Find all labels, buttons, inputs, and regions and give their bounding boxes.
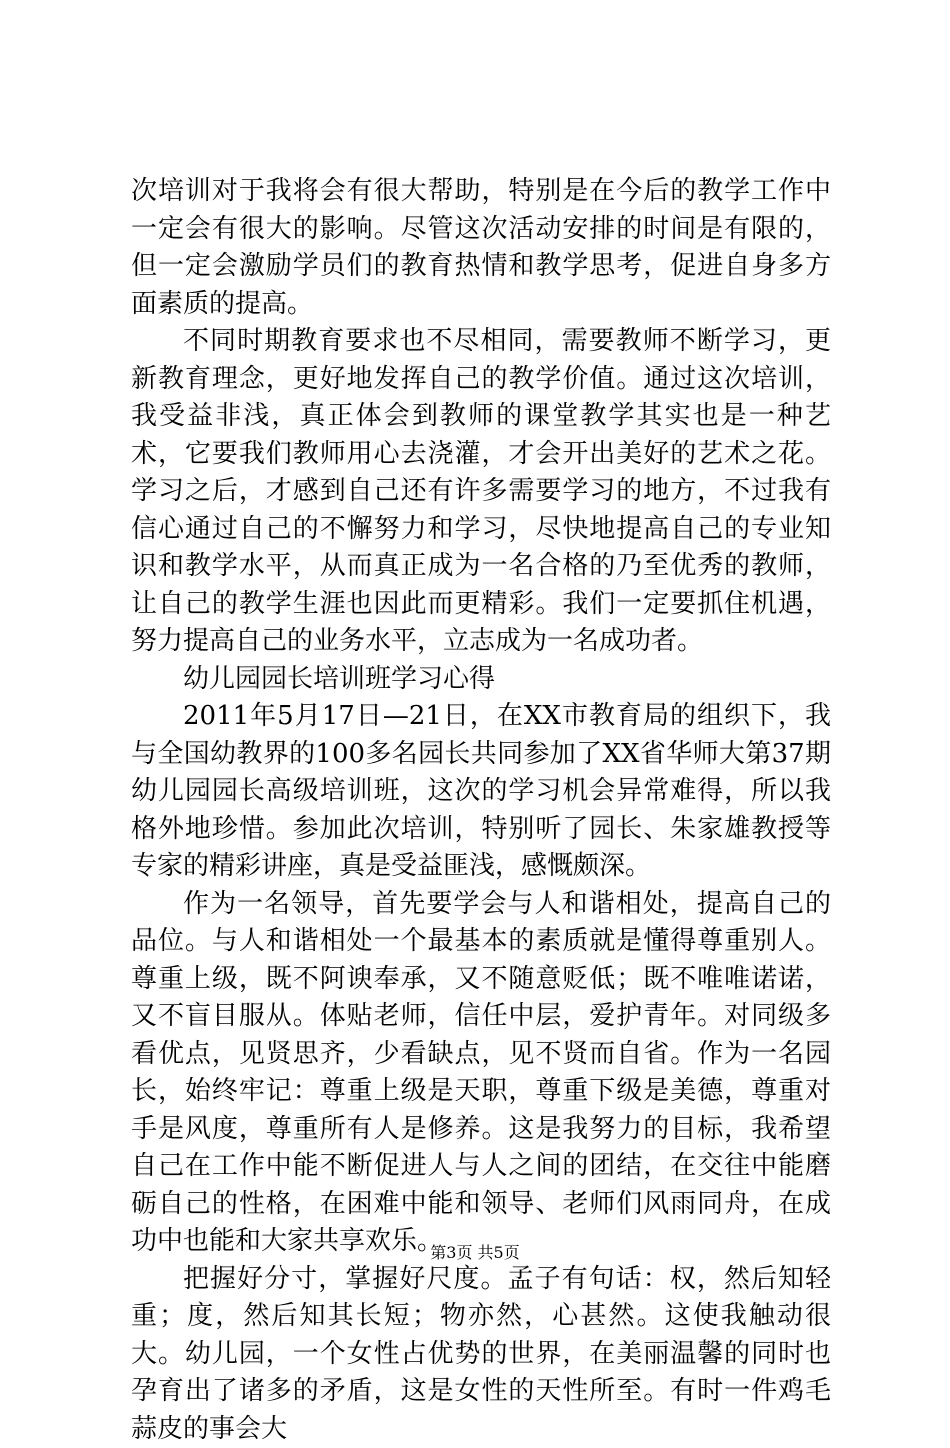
paragraph-3: 2011年5月17日—21日，在XX市教育局的组织下，我与全国幼教界的100多名园长共同参加了XX省华师大第37期幼儿园园长高级培训班，这次的学习机会异常难得，所以我格外地珍惜。参加此次培训，特别听了园长、朱家雄教授等专家的精彩讲座，真是受益匪浅，感慨颇深。	[131, 698, 831, 886]
page-number-footer: 第3页 共5页	[0, 1243, 950, 1263]
paragraph-5: 把握好分寸，掌握好尺度。孟子有句话：权，然后知轻重；度，然后知其长短；物亦然，心甚然。这使我触动很大。幼儿园，一个女性占优势的世界，在美丽温馨的同时也孕育出了诸多的矛盾，这是女性的天性所至。有时一件鸡毛蒜皮的事会大	[131, 1261, 831, 1448]
paragraph-2: 不同时期教育要求也不尽相同，需要教师不断学习，更新教育理念，更好地发挥自己的教学价值。通过这次培训，我受益非浅，真正体会到教师的课堂教学其实也是一种艺术，它要我们教师用心去浇灌，才会开出美好的艺术之花。学习之后，才感到自己还有许多需要学习的地方，不过我有信心通过自己的不懈努力和学习，尽快地提高自己的专业知识和教学水平，从而真正成为一名合格的乃至优秀的教师，让自己的教学生涯也因此而更精彩。我们一定要抓住机遇，努力提高自己的业务水平，立志成为一名成功者。	[131, 323, 831, 661]
paragraph-4: 作为一名领导，首先要学会与人和谐相处，提高自己的品位。与人和谐相处一个最基本的素质就是懂得尊重别人。尊重上级，既不阿谀奉承，又不随意贬低；既不唯唯诺诺，又不盲目服从。体贴老师，信任中层，爱护青年。对同级多看优点，见贤思齐，少看缺点，见不贤而自省。作为一名园长，始终牢记：尊重上级是天职，尊重下级是美德，尊重对手是风度，尊重所有人是修养。这是我努力的目标，我希望自己在工作中能不断促进人与人之间的团结，在交往中能磨砺自己的性格，在困难中能和领导、老师们风雨同舟，在成功中也能和大家共享欢乐。	[131, 886, 831, 1261]
section-heading: 幼儿园园长培训班学习心得	[131, 661, 831, 699]
paragraph-1: 次培训对于我将会有很大帮助，特别是在今后的教学工作中一定会有很大的影响。尽管这次活动安排的时间是有限的，但一定会激励学员们的教育热情和教学思考，促进自身多方面素质的提高。	[131, 173, 831, 323]
